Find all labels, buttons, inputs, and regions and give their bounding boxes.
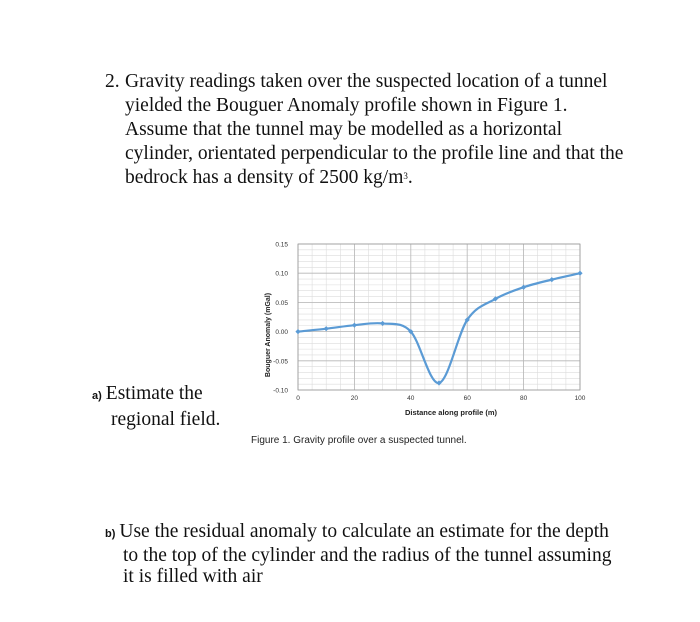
question-text bbox=[105, 70, 625, 190]
x-tick-label: 20 bbox=[350, 395, 359, 402]
part-b-line1: Use the residual anomaly to calculate an estimate for the depth bbox=[119, 521, 609, 542]
y-tick-label: 0.00 bbox=[275, 329, 288, 337]
x-tick-label: 100 bbox=[574, 395, 586, 402]
chart-grid bbox=[298, 244, 580, 390]
data-point bbox=[521, 285, 526, 290]
data-point bbox=[380, 321, 385, 326]
part-a-line2: regional field. bbox=[111, 409, 221, 430]
x-tick-label: 0 bbox=[296, 395, 300, 402]
data-point bbox=[577, 271, 582, 276]
cubed-superscript: 3 bbox=[403, 171, 408, 181]
x-tick-label: 80 bbox=[519, 395, 528, 402]
data-point bbox=[324, 326, 329, 331]
part-a-line1: Estimate the bbox=[105, 383, 203, 404]
data-point bbox=[352, 323, 357, 328]
data-point bbox=[549, 277, 554, 282]
figure-caption: Figure 1. Gravity profile over a suspected tunnel. bbox=[251, 435, 467, 446]
y-tick-label: 0.05 bbox=[275, 299, 288, 307]
question-2 bbox=[105, 70, 625, 190]
y-tick-label: -0.10 bbox=[273, 387, 288, 395]
y-tick-label: 0.10 bbox=[275, 270, 288, 278]
x-axis-label: Distance along profile (m) bbox=[404, 408, 498, 417]
y-axis-label: Bouguer Anomaly (mGal) bbox=[265, 292, 272, 378]
gravity-profile-chart bbox=[250, 232, 590, 432]
part-a bbox=[92, 382, 252, 431]
x-tick-label: 40 bbox=[407, 395, 415, 402]
part-b-label: b) bbox=[105, 528, 116, 540]
y-tick-label: -0.05 bbox=[273, 358, 288, 366]
part-b bbox=[105, 521, 625, 587]
y-tick-label: 0.15 bbox=[275, 241, 288, 249]
data-point bbox=[295, 329, 300, 334]
question-number: 2. bbox=[105, 71, 120, 92]
question-body: Gravity readings taken over the suspected location of a tunnel yielded the Bouguer Anomaly profile shown in Figure 1. Assume that the tunnel may be modelled as a horizontal cylinder, orientated perpendicular to the profile line and that the bedrock has a density of 2500 kg/m bbox=[125, 71, 624, 188]
question-end: . bbox=[407, 167, 413, 188]
chart-ticks bbox=[273, 242, 586, 403]
x-tick-label: 60 bbox=[463, 395, 471, 402]
part-a-label: a) bbox=[92, 390, 102, 402]
part-b-rest: to the top of the cylinder and the radius of the tunnel assuming it is filled with air bbox=[123, 545, 612, 587]
